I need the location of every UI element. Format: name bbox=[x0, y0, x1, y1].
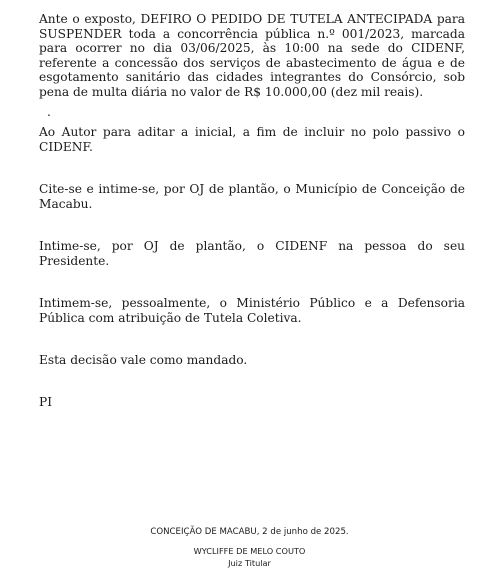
judge-name: WYCLIFFE DE MELO COUTO bbox=[193, 546, 306, 556]
paragraph-amend-complaint: Ao Autor para aditar a inicial, a fim de incluir no polo passivo o CIDENF. bbox=[39, 125, 465, 154]
paragraph-dot: . bbox=[47, 105, 51, 119]
decision-body bbox=[39, 12, 465, 409]
place-date: CONCEIÇÃO DE MACABU, 2 de junho de 2025. bbox=[150, 527, 349, 537]
paragraph-decision: Ante o exposto, DEFIRO O PEDIDO DE TUTELA ANTECIPADA para SUSPENDER toda a concorrência pública n.º 001/2023, marcada para ocorrer no dia 03/06/2025, às 10:00 na sede do CIDENF, referente a concessão dos serviços de abastecimento de água e de esgotamento sanitário das cidades integrantes do Consórcio, sob pena de multa diária no valor de R$ 10.000,00 (dez mil reais). bbox=[39, 12, 465, 99]
paragraph-notify-cidenf: Intime-se, por OJ de plantão, o CIDENF na pessoa do seu Presidente. bbox=[39, 239, 465, 268]
paragraph-pi: PI bbox=[39, 394, 53, 409]
judge-role: Juiz Titular bbox=[228, 558, 271, 568]
paragraph-summon-municipality: Cite-se e intime-se, por OJ de plantão, o Município de Conceição de Macabu. bbox=[39, 182, 465, 211]
paragraph-notify-prosecutor: Intimem-se, pessoalmente, o Ministério Público e a Defensoria Pública com atribuição de Tutela Coletiva. bbox=[39, 296, 465, 325]
paragraph-mandate: Esta decisão vale como mandado. bbox=[39, 353, 248, 367]
